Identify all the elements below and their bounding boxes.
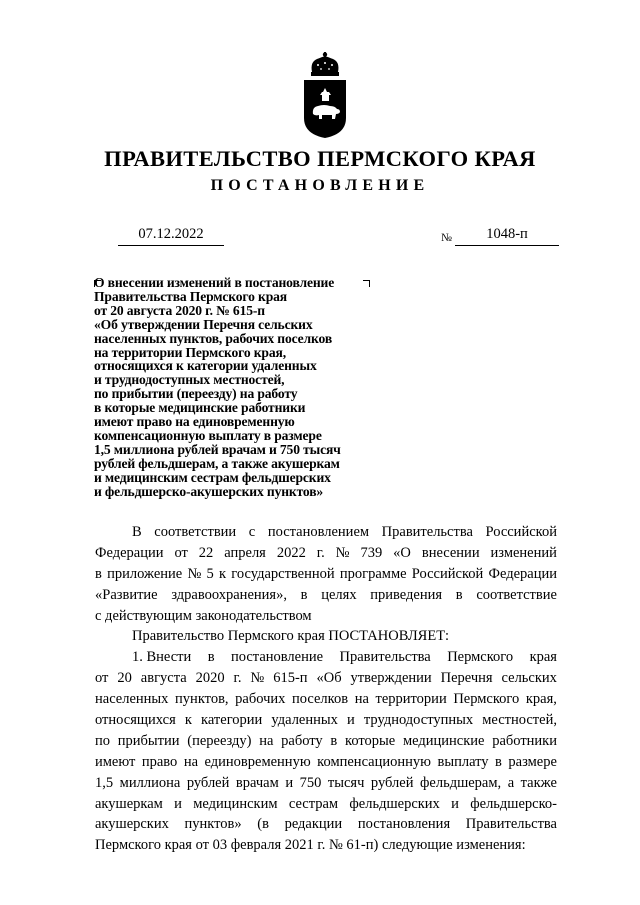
body-word: по: [95, 732, 111, 749]
body-word: здравоохранения»,: [171, 586, 287, 603]
body-word: в: [300, 586, 308, 603]
body-word: и: [451, 795, 459, 812]
body-word: изменений: [490, 544, 557, 561]
body-line: [95, 752, 557, 773]
body-word: (в: [257, 816, 269, 833]
body-word: в: [95, 565, 102, 582]
body-word: в: [495, 753, 502, 770]
body-word: Федерации: [488, 565, 557, 582]
document-number: 1048-п: [455, 226, 559, 246]
body-word: государственной: [231, 565, 335, 582]
body-word: №: [187, 565, 202, 582]
body-word: 1. Внести: [132, 649, 192, 666]
body-word: Правительства: [465, 816, 557, 833]
body-line: [95, 522, 557, 543]
body-word: имеют: [95, 753, 136, 770]
body-word: населенных: [95, 691, 169, 708]
body-word: единовременную: [204, 753, 311, 770]
body-line: [95, 731, 557, 752]
resolution-line: Правительство Пермского края ПОСТАНОВЛЯЕТ:: [132, 628, 450, 645]
body-word: г.: [233, 670, 242, 687]
body-word: сельских: [501, 670, 557, 687]
body-word: право: [141, 753, 178, 770]
body-word: постановлением: [267, 524, 370, 540]
body-word: рабочих: [235, 691, 286, 708]
body-word: на: [259, 732, 274, 749]
perm-krai-coat-of-arms-icon: [300, 52, 350, 138]
body-word: акушеркам: [95, 795, 163, 812]
body-word: миллиона: [119, 774, 181, 791]
body-word: медицинским: [193, 795, 278, 812]
body-word: Российской: [411, 565, 484, 582]
body-line: [95, 710, 557, 731]
body-line: [95, 585, 557, 606]
body-word: и: [174, 795, 182, 812]
body-word: в: [455, 586, 463, 603]
body-line: [95, 647, 557, 668]
body-word: фельдшерам,: [420, 774, 502, 791]
body-word: компенсационную: [317, 753, 431, 770]
body-line: [95, 794, 557, 815]
body-word: поселков: [292, 691, 349, 708]
body-word: «О: [393, 544, 411, 561]
subject-line: рублей фельдшерам, а также акушеркам: [94, 455, 340, 471]
document-body: [95, 522, 557, 856]
subject-line: в которые медицинские работники: [94, 400, 306, 416]
body-word: на: [183, 753, 199, 770]
number-sign: №: [441, 232, 452, 244]
body-word: №: [250, 670, 265, 687]
body-word: рублей: [370, 774, 414, 791]
body-word: категории: [201, 712, 263, 729]
body-line: [95, 668, 557, 689]
body-word: постановления: [357, 816, 451, 833]
body-word: медицинские: [402, 732, 485, 749]
body-word: края: [529, 649, 557, 666]
document-type: ПОСТАНОВЛЕНИЕ: [210, 177, 430, 194]
body-word: Пермского: [453, 691, 520, 708]
subject-line: Правительства Пермского края: [94, 288, 287, 304]
body-word: г.: [316, 544, 325, 561]
body-word: удаленных: [271, 712, 338, 729]
body-word: 5: [206, 565, 214, 582]
body-word: приложение: [107, 565, 183, 582]
body-word: фельдшерских: [349, 795, 440, 812]
body-word: а: [507, 774, 515, 791]
body-word: к: [184, 712, 192, 729]
body-word: утверждении: [350, 670, 432, 687]
subject-line: и труднодоступных местностей,: [94, 372, 285, 388]
body-word: выплату: [437, 753, 489, 770]
document-subject: [94, 276, 394, 499]
body-word: 20: [117, 670, 132, 687]
body-word: в: [330, 732, 338, 749]
document-date: 07.12.2022: [118, 226, 224, 246]
body-word: и: [285, 774, 294, 791]
body-word: рублей: [186, 774, 230, 791]
body-word: прибытии: [117, 732, 180, 749]
subject-line: компенсационную выплату в размере: [94, 427, 322, 443]
body-word: августа: [140, 670, 187, 687]
body-line: [95, 689, 557, 710]
body-word: акушерских: [95, 816, 169, 833]
body-word: редакции: [284, 816, 343, 833]
body-word: соответствие: [476, 586, 557, 603]
body-word: от: [174, 544, 188, 561]
body-word: приведения: [370, 586, 443, 603]
body-word: соответствии: [154, 524, 237, 540]
body-word: которые: [345, 732, 396, 749]
body-word: сестрам: [288, 795, 339, 812]
body-word: к: [219, 565, 227, 582]
government-title: ПРАВИТЕЛЬСТВО ПЕРМСКОГО КРАЯ: [104, 146, 536, 171]
body-word: «Об: [316, 670, 342, 687]
body-word: и: [347, 712, 355, 729]
body-word: №: [335, 544, 350, 561]
body-line: [95, 543, 557, 564]
body-word: внесении: [421, 544, 480, 561]
body-word: 1,5: [95, 774, 114, 791]
body-word: Пермского края от 03 февраля 2021 г. № 61-п) следующие изменения:: [95, 837, 526, 854]
subject-line: относящихся к категории удаленных: [94, 358, 317, 374]
subject-line: и медицинским сестрам фельдшерских: [94, 469, 331, 485]
body-word: местностей,: [482, 712, 557, 729]
body-word: 22: [198, 544, 214, 561]
body-word: 2022: [276, 544, 306, 561]
body-word: Пермского: [447, 649, 514, 666]
body-word: Перечня: [440, 670, 493, 687]
body-word: Правительства: [381, 524, 473, 540]
body-word: с: [248, 524, 256, 540]
body-word: (переезду): [187, 732, 252, 749]
body-word: программе: [339, 565, 407, 582]
subject-line: от 20 августа 2020 г. № 615-п: [94, 302, 265, 318]
body-word: работники: [492, 732, 557, 749]
body-word: тысяч: [327, 774, 365, 791]
subject-line: на территории Пермского края,: [94, 344, 286, 360]
body-word: 2020: [195, 670, 225, 687]
body-word: также: [520, 774, 557, 791]
subject-line: О внесении изменений в постановление: [94, 275, 335, 290]
body-word: на: [354, 691, 369, 708]
body-word: размере: [508, 753, 557, 770]
body-word: территории: [375, 691, 447, 708]
body-word: Федерации: [95, 544, 164, 561]
body-word: 739: [360, 544, 383, 561]
body-word: работу: [281, 732, 323, 749]
body-word: апреля: [224, 544, 266, 561]
body-word: края,: [525, 691, 557, 708]
body-word: В: [132, 524, 142, 540]
body-word: Российской: [485, 524, 557, 540]
body-word: Правительства: [339, 649, 431, 666]
subject-line: «Об утверждении Перечня сельских: [94, 316, 313, 332]
body-word: фельдшерско-: [470, 795, 557, 812]
body-word: от: [95, 670, 109, 687]
subject-line: 1,5 миллиона рублей врачам и 750 тысяч: [94, 441, 341, 457]
body-word: с действующим законодательством: [95, 607, 312, 624]
body-line: [95, 564, 557, 585]
body-word: труднодоступных: [363, 712, 474, 729]
body-word: в: [207, 649, 215, 666]
body-line: [95, 814, 557, 835]
body-word: пунктов,: [175, 691, 229, 708]
body-word: 615-п: [273, 670, 308, 687]
subject-line: имеют право на единовременную: [94, 414, 295, 430]
body-line: [95, 606, 557, 627]
body-word: постановление: [231, 649, 324, 666]
body-word: врачам: [235, 774, 279, 791]
body-word: 750: [299, 774, 322, 791]
body-word: пунктов»: [184, 816, 242, 833]
subject-line: и фельдшерско-акушерских пунктов»: [94, 483, 324, 499]
subject-line: по прибытии (переезду) на работу: [94, 386, 298, 402]
body-word: «Развитие: [95, 586, 158, 603]
subject-line: населенных пунктов, рабочих поселков: [94, 330, 333, 346]
body-word: целях: [321, 586, 357, 603]
body-line: [95, 773, 557, 794]
body-line: [95, 835, 557, 856]
body-word: относящихся: [95, 712, 176, 729]
